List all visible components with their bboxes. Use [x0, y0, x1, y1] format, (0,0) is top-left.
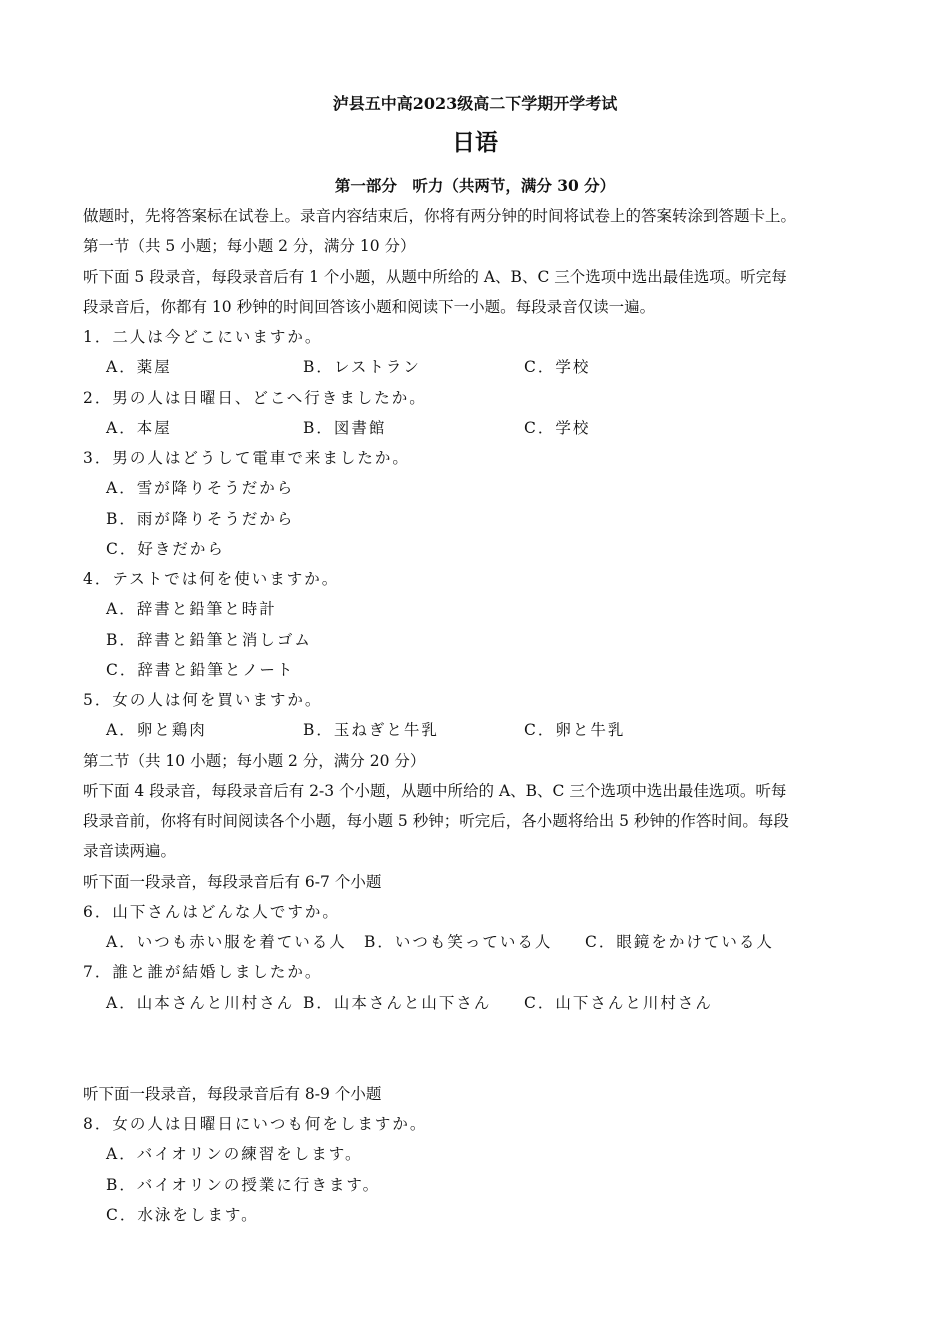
question-4: 4．テストでは何を使いますか。	[83, 570, 340, 588]
option-b: B．図書館	[303, 419, 387, 437]
option-a: A．バイオリンの練習をします。	[106, 1145, 363, 1163]
exam-title: 泸县五中高2023级高二下学期开学考试	[332, 94, 618, 113]
option-a: A．いつも赤い服を着ている人	[106, 933, 347, 951]
option-c: C．卵と牛乳	[524, 721, 626, 739]
section1-desc: 段录音后，你都有 10 秒钟的时间回答该小题和阅读下一小题。每段录音仅读一遍。	[83, 298, 656, 316]
option-a: A．山本さんと川村さん	[106, 994, 295, 1012]
option-a: A．本屋	[106, 419, 172, 437]
option-c: C．山下さんと川村さん	[524, 994, 713, 1012]
option-b: B．レストラン	[303, 358, 421, 376]
option-b: B．バイオリンの授業に行きます。	[106, 1176, 381, 1194]
section2-desc: 听下面 4 段录音，每段录音后有 2-3 个小题，从题中所给的 A、B、C 三个选项中选出最佳选项。听每	[83, 782, 787, 800]
section2-title: 第二节（共 10 小题；每小题 2 分，满分 20 分）	[83, 752, 426, 770]
question-3: 3．男の人はどうして電車で来ましたか。	[83, 449, 410, 467]
option-b: B．辞書と鉛筆と消しゴム	[106, 631, 312, 649]
option-a: A．雪が降りそうだから	[106, 479, 295, 497]
section2-desc: 录音读两遍。	[83, 842, 177, 860]
part-title: 第一部分 听力（共两节，满分 30 分）	[334, 176, 616, 195]
section1-title: 第一节（共 5 小题；每小题 2 分，满分 10 分）	[83, 237, 416, 255]
question-1: 1．二人は今どこにいますか。	[83, 328, 323, 346]
option-b: B．いつも笑っている人	[364, 933, 553, 951]
option-c: C．水泳をします。	[106, 1206, 259, 1224]
option-b: B．玉ねぎと牛乳	[303, 721, 439, 739]
option-c: C．好きだから	[106, 540, 225, 558]
option-c: C．眼鏡をかけている人	[585, 933, 774, 951]
option-a: A．卵と鶏肉	[106, 721, 207, 739]
question-6: 6．山下さんはどんな人ですか。	[83, 903, 340, 921]
option-b: B．雨が降りそうだから	[106, 510, 295, 528]
group-instruction: 听下面一段录音，每段录音后有 6-7 个小题	[83, 873, 382, 891]
option-b: B．山本さんと山下さん	[303, 994, 492, 1012]
option-a: A．辞書と鉛筆と時計	[106, 600, 277, 618]
option-c: C．学校	[524, 358, 591, 376]
option-c: C．学校	[524, 419, 591, 437]
section1-desc: 听下面 5 段录音，每段录音后有 1 个小题，从题中所给的 A、B、C 三个选项中选出最佳选项。听完每	[83, 268, 787, 286]
question-8: 8．女の人は日曜日にいつも何をしますか。	[83, 1115, 428, 1133]
subject-title: 日语	[452, 129, 498, 156]
option-c: C．辞書と鉛筆とノート	[106, 661, 295, 679]
question-7: 7．誰と誰が結婚しましたか。	[83, 963, 323, 981]
section2-desc: 段录音前，你将有时间阅读各个小题，每小题 5 秒钟；听完后，各小题将给出 5 秒钟的作答时间。每段	[83, 812, 789, 830]
option-a: A．薬屋	[106, 358, 172, 376]
question-5: 5．女の人は何を買いますか。	[83, 691, 323, 709]
question-2: 2．男の人は日曜日、どこへ行きましたか。	[83, 389, 427, 407]
group-instruction: 听下面一段录音，每段录音后有 8-9 个小题	[83, 1085, 382, 1103]
general-instructions: 做题时，先将答案标在试卷上。录音内容结束后，你将有两分钟的时间将试卷上的答案转涂到答题卡上。	[83, 207, 797, 225]
